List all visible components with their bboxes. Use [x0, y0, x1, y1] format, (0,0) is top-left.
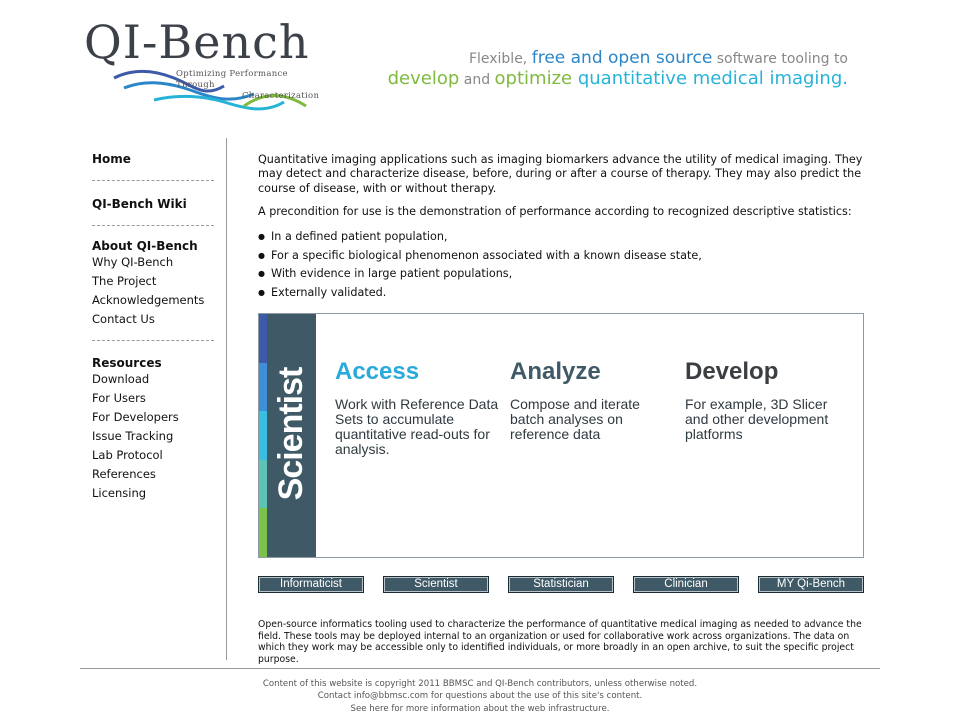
intro-paragraph: Quantitative imaging applications such as imaging biomarkers advance the utility of medical imaging. They may detect and characterize disease, before, during or after a course of therapy. They may also predict the course of disease, with or without therapy.	[258, 153, 863, 195]
sidebar-heading-resources[interactable]: Resources	[92, 356, 162, 370]
strip-segment	[259, 508, 267, 557]
sidebar-item-acknowledgements[interactable]: Acknowledgements	[92, 293, 205, 307]
tab-informaticist[interactable]: Informaticist	[258, 576, 364, 593]
tab-scientist[interactable]: Scientist	[383, 576, 489, 593]
strip-segment	[259, 460, 267, 509]
sidebar-item-why-qi-bench[interactable]: Why QI-Bench	[92, 255, 174, 269]
sidebar-item-home[interactable]: Home	[92, 152, 131, 166]
tagline-line1	[469, 48, 848, 68]
develop-description: For example, 3D Slicer and other development platforms	[685, 396, 829, 442]
analyze-column	[510, 358, 678, 442]
logo-subtitle-line2: Characterization	[242, 91, 320, 101]
role-tabs	[258, 576, 864, 593]
copyright-contact[interactable]: Contact info@bbmsc.com for questions about the use of this site's content.	[317, 691, 643, 702]
sidebar-divider	[92, 180, 214, 181]
develop-column	[685, 358, 853, 442]
footer-divider	[80, 668, 880, 669]
strip-segment	[259, 411, 267, 460]
tagline-2-part2: and	[459, 72, 495, 88]
sidebar-item-for-users[interactable]: For Users	[92, 391, 146, 405]
footer-description: Open-source informatics tooling used to characterize the performance of quantitative medical imaging as needed to advance the field. These tools may be deployed internal to an organization or used for collaborative work across organizations. The data on which they work may be accessible only to identified individuals, or more broadly in an open archive, to suit the specific project purpose.	[258, 619, 862, 666]
main-content	[258, 153, 868, 302]
sidebar-nav	[92, 152, 214, 503]
develop-title: Develop	[685, 358, 779, 385]
tagline-line2	[388, 68, 848, 89]
sidebar-divider	[92, 340, 214, 341]
strip-segment	[259, 314, 267, 363]
copyright-line1: Content of this website is copyright 2011 BBMSC and QI-Bench contributors, unless otherwise noted.	[262, 679, 698, 689]
access-description: Work with Reference Data Sets to accumulate quantitative read-outs for analysis.	[335, 396, 499, 457]
sidebar-item-contact-us[interactable]: Contact Us	[92, 312, 155, 326]
precondition-paragraph: A precondition for use is the demonstration of performance according to recognized descriptive statistics:	[258, 204, 852, 218]
sidebar-resources-section	[92, 356, 214, 503]
list-item: ● With evidence in large patient populations,	[258, 265, 868, 284]
copyright-notice	[80, 678, 880, 715]
sidebar-item-licensing[interactable]: Licensing	[92, 486, 147, 500]
panel-role-bar	[267, 314, 316, 557]
sidebar-item-the-project[interactable]: The Project	[92, 274, 157, 288]
strip-segment	[259, 363, 267, 412]
tab-clinician[interactable]: Clinician	[633, 576, 739, 593]
sidebar-item-wiki[interactable]: QI-Bench Wiki	[92, 197, 187, 211]
logo-subtitle-line1: Optimizing Performance Through	[176, 69, 288, 90]
sidebar-item-lab-protocol[interactable]: Lab Protocol	[92, 448, 163, 462]
tagline-1-part3: software tooling to	[712, 51, 848, 67]
sidebar-about-section	[92, 239, 214, 329]
tagline-2-part1: develop	[387, 68, 460, 89]
tab-my-qi-bench[interactable]: MY Qi-Bench	[758, 576, 864, 593]
sidebar-divider	[92, 225, 214, 226]
access-column	[335, 358, 503, 457]
criteria-list	[258, 228, 868, 302]
sidebar-heading-about[interactable]: About QI-Bench	[92, 239, 198, 253]
tagline-2-part3: optimize	[494, 68, 573, 89]
sidebar-item-download[interactable]: Download	[92, 372, 150, 386]
tagline-2-part4: quantitative medical imaging.	[572, 68, 848, 89]
logo-text: QI-Bench	[84, 15, 310, 69]
sidebar-vertical-divider	[226, 138, 227, 660]
sidebar-item-references[interactable]: References	[92, 467, 156, 481]
list-item: ● In a defined patient population,	[258, 228, 868, 247]
sidebar-item-issue-tracking[interactable]: Issue Tracking	[92, 429, 174, 443]
tab-statistician[interactable]: Statistician	[508, 576, 614, 593]
analyze-description: Compose and iterate batch analyses on reference data	[510, 396, 640, 442]
qi-bench-logo[interactable]	[84, 14, 324, 114]
panel-role-title: Scientist	[272, 367, 310, 501]
tagline-1-part2: free and open source	[531, 48, 713, 68]
sidebar-item-for-developers[interactable]: For Developers	[92, 410, 179, 424]
list-item: ● Externally validated.	[258, 284, 868, 303]
logo-subtitle	[176, 69, 324, 102]
role-panel	[258, 313, 864, 558]
analyze-title: Analyze	[510, 358, 601, 385]
access-title: Access	[335, 358, 420, 385]
tagline-1-part1: Flexible,	[468, 51, 532, 67]
copyright-infrastructure-link[interactable]: See here for more information about the web infrastructure.	[350, 703, 610, 714]
list-item: ● For a specific biological phenomenon associated with a known disease state,	[258, 247, 868, 266]
color-strip	[259, 314, 267, 557]
